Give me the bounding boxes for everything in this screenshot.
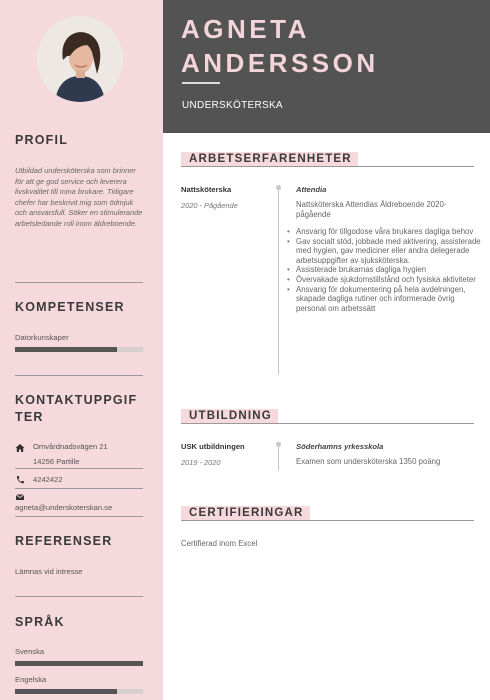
education-heading: UTBILDNING: [181, 409, 278, 423]
language-bar-fill: [15, 661, 143, 666]
skill-bar-fill: [15, 347, 117, 352]
divider: [15, 596, 143, 597]
references-heading: REFERENSER: [15, 534, 113, 548]
profile-heading: PROFIL: [15, 133, 69, 147]
profile-text: Utbildad undersköterska som brinner för att ge god service och leverera livskvalitet till mina brukare. Tidigare chefer har beskrivit mig som ödmjuk och ansvarsfull. Söker en stimulerande arbetsledande roll inom äldreboende.: [15, 166, 143, 228]
references-text: Lämnas vid intresse: [15, 567, 83, 576]
address-line2: 14256 Partille: [33, 457, 80, 466]
divider: [15, 375, 143, 376]
last-name: ANDERSSON: [181, 48, 379, 78]
divider: [15, 282, 143, 283]
language-bar-fill: [15, 689, 117, 694]
contact-email: [15, 492, 143, 517]
contact-phone: [15, 475, 143, 489]
duty-item: • Övervakade sjukdomstillstånd och fysiska aktiviteter: [287, 275, 483, 285]
education-title: USK utbildningen: [181, 442, 245, 451]
duty-item: • Ansvarig för dokumentering på hela avdelningen, skapade dagliga rutiner och informerade övrig personal om arbetssätt: [287, 285, 483, 314]
section-rule: [181, 166, 474, 167]
job-title: UNDERSKÖTERSKA: [182, 100, 283, 111]
duties-list: [287, 227, 483, 313]
school-name: Söderhamns yrkesskola: [296, 442, 384, 451]
envelope-icon: [15, 492, 25, 502]
duty-item: • Gav socialt stöd, jobbade med aktivering, assisterade med hygien, gav mediciner eller andra delegerade arbetsuppgifter av sjuksköterska.: [287, 237, 483, 266]
duty-item: • Ansvarig för tillgodose våra brukares dagliga behov: [287, 227, 483, 237]
certifications-heading: CERTIFIERINGAR: [181, 506, 310, 520]
address-line1: Omvårdnadsvägen 21: [33, 442, 108, 451]
job-role: Nattsköterska: [181, 185, 232, 194]
skills-heading: KOMPETENSER: [15, 300, 125, 314]
section-rule: [181, 423, 474, 424]
language-bar: [15, 689, 143, 694]
education-dates: 2019 - 2020: [181, 458, 221, 467]
experience-heading: ARBETSERFARENHETER: [181, 152, 358, 166]
name-underline: [182, 82, 220, 84]
job-dates: 2020 - Pågående: [181, 201, 238, 210]
education-description: Examen som undersköterska 1350 poäng: [296, 457, 441, 466]
sidebar: [0, 0, 163, 700]
language-bar: [15, 661, 143, 666]
avatar: [37, 16, 123, 102]
language-label: Engelska: [15, 675, 47, 684]
section-rule: [181, 520, 474, 521]
languages-heading: SPRÅK: [15, 615, 65, 629]
job-description: Nattsköterska Attendias Äldreboende 2020-pågående: [296, 200, 447, 219]
contact-heading-line2: TER: [15, 410, 44, 424]
home-icon: [15, 443, 25, 453]
phone-icon: [15, 475, 25, 485]
duty-item: • Assisterade brukarnas dagliga hygien: [287, 265, 483, 275]
timeline-line: [278, 188, 279, 375]
employer: Attendia: [296, 185, 327, 194]
skill-bar: [15, 347, 143, 352]
main-content: [163, 0, 490, 700]
contact-address: [15, 442, 143, 469]
email-address[interactable]: agneta@underskoterskan.se: [15, 503, 113, 512]
contact-heading-line1: KONTAKTUPPGIF: [15, 393, 138, 407]
timeline-line: [278, 445, 279, 471]
profile-photo: [37, 16, 123, 102]
phone-number[interactable]: 4242422: [33, 475, 63, 484]
certification-item: Certifierad inom Excel: [181, 539, 258, 548]
first-name: AGNETA: [181, 14, 310, 44]
language-label: Svenska: [15, 647, 45, 656]
skill-label: Datorkunskaper: [15, 333, 69, 342]
header: [163, 0, 490, 133]
